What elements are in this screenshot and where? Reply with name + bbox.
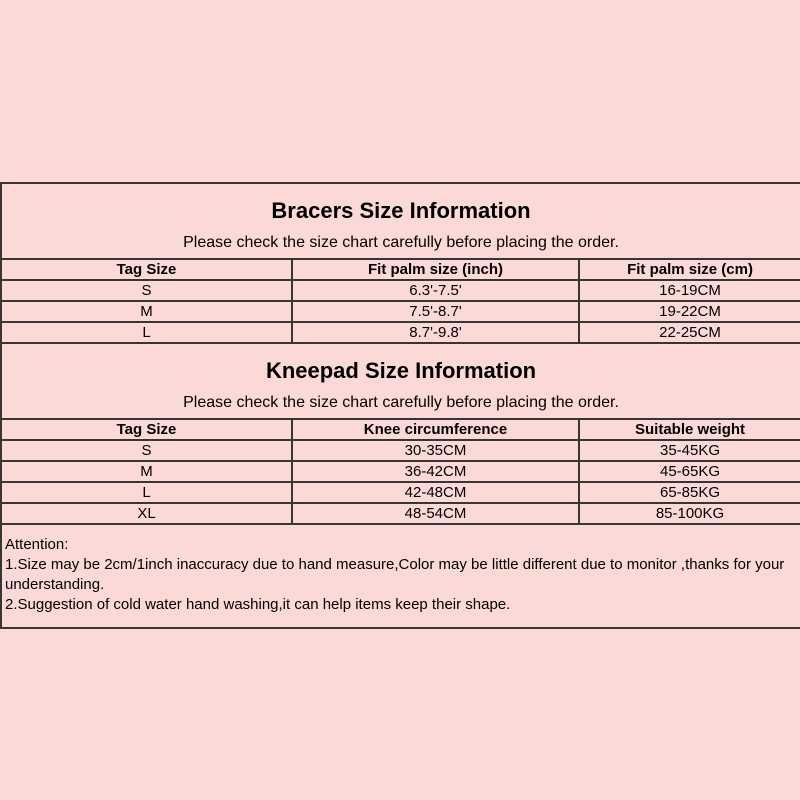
kneepad-row-m (1, 461, 800, 482)
data-cell: S (1, 440, 292, 461)
kneepad-section-subtitle: Please check the size chart carefully before placing the order. (183, 394, 619, 411)
data-cell: 35-45KG (579, 440, 800, 461)
data-cell: 85-100KG (579, 503, 800, 524)
data-cell: L (1, 482, 292, 503)
data-cell: 16-19CM (579, 280, 800, 301)
attention-heading: Attention: (5, 536, 69, 553)
size-chart-table (0, 182, 800, 629)
kneepad-title-row (1, 343, 800, 419)
bracers-row-m (1, 301, 800, 322)
kneepad-section-title: Kneepad Size Information (265, 358, 537, 383)
header-cell-tag-size: Tag Size (1, 419, 292, 440)
data-cell: 6.3'-7.5' (292, 280, 579, 301)
data-cell: 42-48CM (292, 482, 579, 503)
data-cell: 8.7'-9.8' (292, 322, 579, 343)
data-cell: XL (1, 503, 292, 524)
bracers-title-row (1, 183, 800, 259)
attention-note-1: 1.Size may be 2cm/1inch inaccuracy due to hand measure,Color may be little different due to monitor ,thanks for your understanding. (5, 556, 785, 593)
kneepad-title-cell (1, 343, 800, 419)
header-cell-knee-circumference: Knee circumference (292, 419, 579, 440)
data-cell: 19-22CM (579, 301, 800, 322)
data-cell: 36-42CM (292, 461, 579, 482)
bracers-header-row (1, 259, 800, 280)
data-cell: S (1, 280, 292, 301)
bracers-section-subtitle: Please check the size chart carefully before placing the order. (183, 234, 619, 251)
header-cell-tag-size: Tag Size (1, 259, 292, 280)
data-cell: 22-25CM (579, 322, 800, 343)
header-cell-suitable-weight: Suitable weight (579, 419, 800, 440)
kneepad-header-row (1, 419, 800, 440)
header-cell-palm-cm: Fit palm size (cm) (579, 259, 800, 280)
data-cell: M (1, 301, 292, 322)
bracers-section-title: Bracers Size Information (271, 198, 531, 223)
bracers-row-l (1, 322, 800, 343)
data-cell: 65-85KG (579, 482, 800, 503)
kneepad-row-l (1, 482, 800, 503)
kneepad-row-xl (1, 503, 800, 524)
data-cell: L (1, 322, 292, 343)
header-cell-palm-inch: Fit palm size (inch) (292, 259, 579, 280)
data-cell: 7.5'-8.7' (292, 301, 579, 322)
data-cell: 30-35CM (292, 440, 579, 461)
attention-cell (1, 524, 800, 628)
bracers-title-cell (1, 183, 800, 259)
bracers-row-s (1, 280, 800, 301)
data-cell: 48-54CM (292, 503, 579, 524)
data-cell: 45-65KG (579, 461, 800, 482)
data-cell: M (1, 461, 292, 482)
attention-note-2: 2.Suggestion of cold water hand washing,it can help items keep their shape. (5, 596, 511, 613)
attention-row (1, 524, 800, 628)
kneepad-row-s (1, 440, 800, 461)
